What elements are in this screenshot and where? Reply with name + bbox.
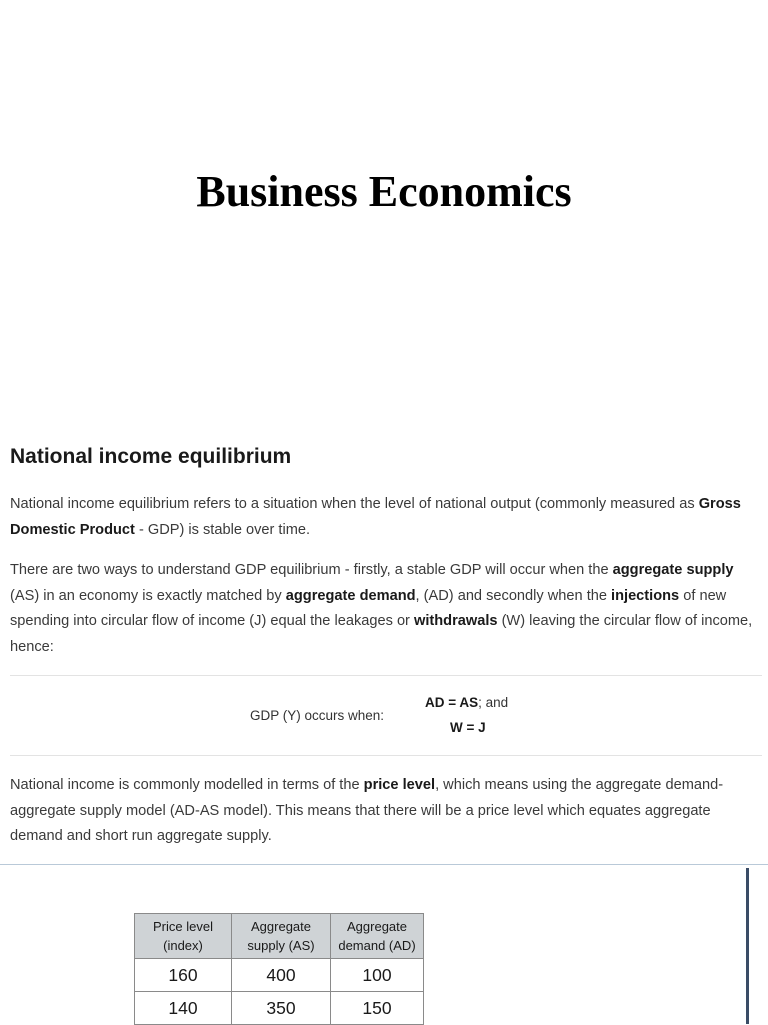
equation-ad-as-bold: AD = AS (425, 695, 479, 710)
table-row (135, 992, 424, 1025)
text-run: - GDP) is stable over time. (134, 521, 311, 538)
equation-ad-as (425, 695, 508, 710)
text-run: (AS) in an economy is exactly matched by (10, 587, 286, 604)
table-cell: 160 (135, 959, 232, 992)
table-cell: 100 (331, 959, 424, 992)
text-run: There are two ways to understand GDP equilibrium - firstly, a stable GDP will occur when the (10, 562, 613, 578)
header-line: (index) (163, 938, 203, 953)
text-run: , which means using the aggregate demand-aggregate supply model (AD-AS model). This means that there will be a price level which equates aggregate demand and short run aggregate supply. (10, 777, 724, 844)
bold-term: price level (363, 777, 436, 793)
text-run: , (AD) and secondly when the (415, 587, 612, 604)
page-separator (0, 864, 768, 865)
table-cell: 350 (232, 992, 331, 1025)
vertical-bar (746, 868, 749, 1024)
table-row (135, 959, 424, 992)
paragraph-definition (10, 492, 762, 543)
text-run: (W) leaving the circular flow of income, hence: (10, 613, 753, 655)
bold-term: aggregate supply (612, 562, 734, 578)
bold-term: withdrawals (413, 613, 498, 629)
table-cell: 150 (331, 992, 424, 1025)
text-run: National income equilibrium refers to a situation when the level of national output (commonly measured as (10, 496, 699, 512)
header-aggregate-demand (331, 914, 424, 959)
section-heading: National income equilibrium (10, 445, 292, 468)
header-line: Price level (153, 919, 213, 934)
ad-as-table (134, 913, 424, 1025)
document-title: Business Economics (196, 167, 572, 216)
equation-ad-as-rest: ; and (478, 695, 509, 710)
table-cell: 140 (135, 992, 232, 1025)
header-price-level (135, 914, 232, 959)
divider-bottom (10, 755, 762, 756)
table-cell: 400 (232, 959, 331, 992)
cropped-text-fragment (30, 860, 105, 866)
text-run: of new spending into circular flow of income (J) equal the leakages or (10, 587, 727, 629)
divider-top (10, 675, 762, 676)
bold-term: injections (611, 587, 680, 604)
header-line: Aggregate (251, 919, 311, 934)
table-header-row (135, 914, 424, 959)
bold-term: Gross Domestic Product (10, 496, 741, 538)
equation-lead: GDP (Y) occurs when: (250, 708, 385, 723)
bold-term: aggregate demand (285, 587, 416, 604)
header-line: Aggregate (347, 919, 407, 934)
equation-w-j: W = J (450, 720, 486, 735)
paragraph-equilibrium-ways (10, 558, 762, 660)
header-line: demand (AD) (338, 938, 416, 953)
text-run: National income is commonly modelled in terms of the (10, 777, 364, 793)
paragraph-price-level (10, 773, 762, 850)
header-aggregate-supply (232, 914, 331, 959)
header-line: supply (AS) (247, 938, 315, 953)
